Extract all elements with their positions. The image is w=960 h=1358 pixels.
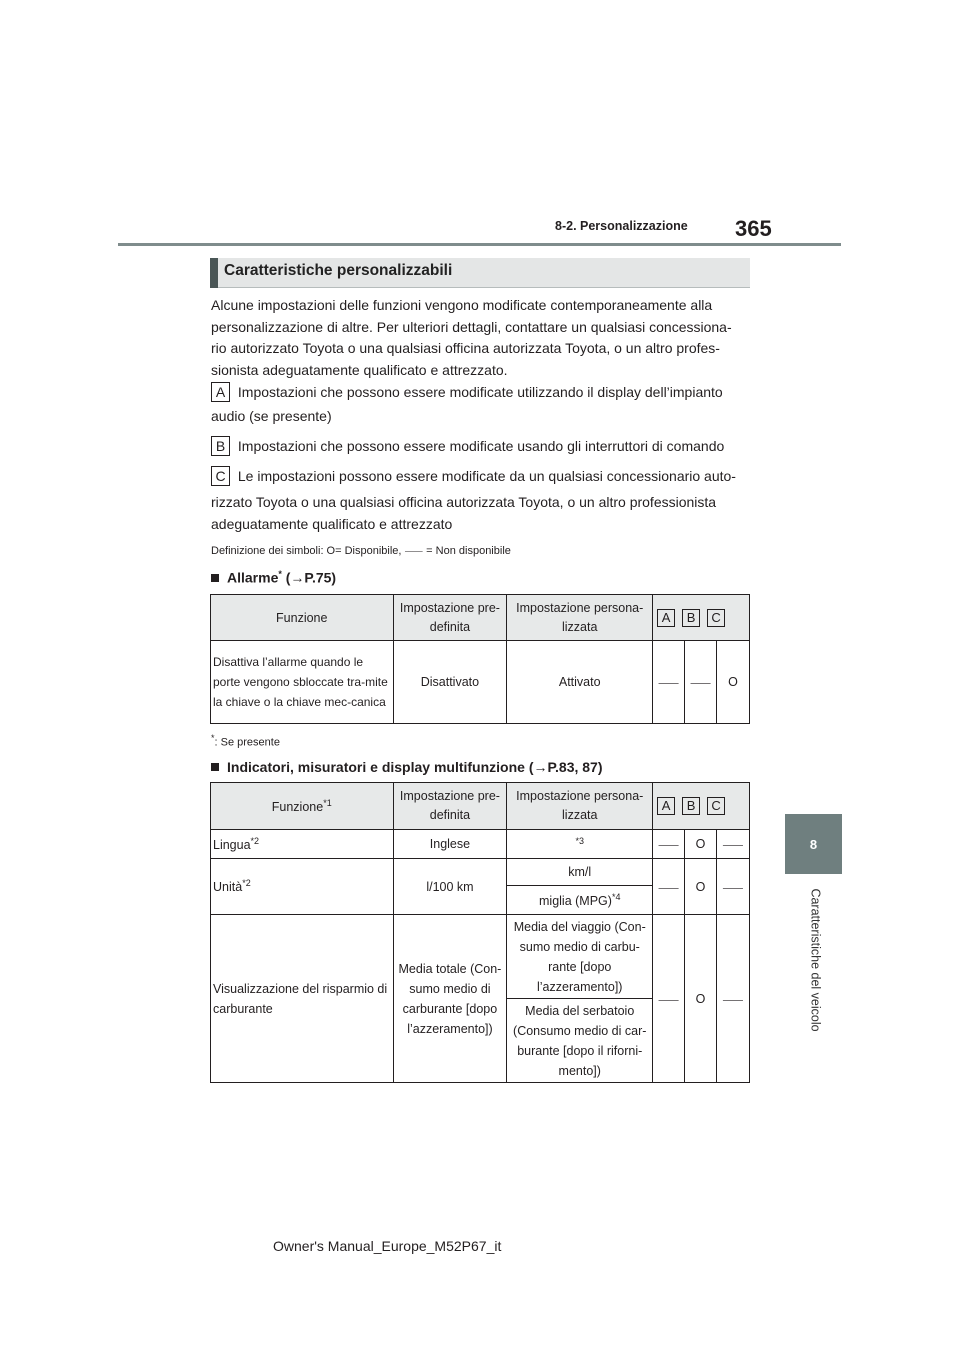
col-key-b: B (682, 797, 700, 815)
cell-custom-2-sup: *4 (611, 891, 621, 902)
cell-a: ⸺ (653, 830, 685, 859)
col-key-c: C (707, 797, 725, 815)
footer-manual-id: Owner's Manual_Europe_M52P67_it (273, 1238, 502, 1254)
cell-default: Disattivato (393, 641, 507, 724)
col-default: Impostazione pre-definita (393, 783, 507, 830)
section-alarm-title: Allarme (227, 569, 279, 586)
chapter-tab: 8 (785, 814, 842, 874)
cell-default: Inglese (393, 830, 507, 859)
col-function: Funzione (211, 595, 394, 641)
cell-a: ⸺ (653, 641, 685, 724)
cell-b: O (685, 830, 717, 859)
cell-default: Media totale (Con-sumo medio di carburante [dopo l’azzeramento]) (393, 915, 507, 1083)
section-alarm-ref: (→P.75) (281, 569, 337, 586)
col-custom: Impostazione persona-lizzata (507, 595, 653, 641)
key-a-badge: A (211, 382, 230, 402)
table-row (211, 915, 750, 999)
square-bullet-icon (211, 763, 219, 771)
section-alarm-sup: * (278, 569, 282, 579)
cell-custom-2: Media del serbatoio (Consumo medio di car-burante [dopo il riforni-mento]) (507, 999, 653, 1083)
chapter-title (806, 880, 826, 1040)
header-divider (118, 243, 841, 246)
intro-paragraph (211, 295, 751, 381)
col-default: Impostazione pre-definita (393, 595, 507, 641)
cell-function (211, 830, 394, 859)
table-header-row (211, 595, 750, 641)
cell-custom-1: Media del viaggio (Con-sumo medio di carbu-rante [dopo l’azzeramento]) (507, 915, 653, 999)
cell-function (211, 859, 394, 915)
cell-custom-sup: *3 (575, 835, 584, 846)
cell-custom (507, 830, 653, 859)
cell-default: l/100 km (393, 859, 507, 915)
section-display-heading (211, 759, 603, 775)
key-c-badge: C (211, 466, 230, 486)
cell-function-label: Unità (213, 880, 243, 895)
key-c-line3: adeguatamente qualificato e attrezzato (211, 516, 453, 532)
key-c-text: Le impostazioni possono essere modificate da un qualsiasi concessionario auto- (237, 468, 736, 484)
symbol-legend: Definizione dei simboli: O= Disponibile, ⸺ = Non disponibile (211, 545, 511, 557)
key-b-line1 (211, 436, 724, 456)
key-a-line2: audio (se presente) (211, 408, 332, 424)
cell-function-sup: *2 (242, 878, 251, 889)
section-alarm-heading (211, 569, 336, 586)
table-row (211, 859, 750, 886)
feature-box-accent (210, 258, 218, 288)
cell-c: ⸺ (716, 915, 749, 1083)
table-row (211, 830, 750, 859)
col-key-b: B (682, 609, 700, 627)
col-custom: Impostazione persona-lizzata (507, 783, 653, 830)
alarm-footnote (211, 733, 280, 749)
key-a-text: Impostazioni che possono essere modificate utilizzando il display dell’impianto (237, 384, 723, 400)
cell-custom: Attivato (507, 641, 653, 724)
key-b-text: Impostazioni che possono essere modificate usando gli interruttori di comando (237, 438, 725, 454)
footnote-text: : Se presente (214, 736, 280, 749)
cell-function-label: Lingua (213, 838, 251, 853)
cell-a: ⸺ (653, 915, 685, 1083)
key-c-line2: rizzato Toyota o una qualsiasi officina autorizzata Toyota, o un altro professionista (211, 494, 717, 510)
section-title: 8-2. Personalizzazione (555, 219, 688, 233)
col-key-a: A (657, 609, 675, 627)
section-display-title: Indicatori, misuratori e display multifunzione (227, 759, 525, 775)
cell-b: O (685, 859, 717, 915)
section-display-ref: (→P.83, 87) (524, 759, 603, 775)
intro-line: sionista adeguatamente qualificato e attrezzato. (211, 361, 508, 378)
cell-function: Disattiva l’allarme quando le porte vengono sbloccate tra-mite la chiave o la chiave mec-canica (211, 641, 394, 724)
key-a-line1 (211, 382, 723, 402)
chapter-title-text: Caratteristiche del veicolo (809, 888, 823, 1032)
cell-b: O (685, 915, 717, 1083)
cell-function-sup: *2 (250, 835, 260, 846)
table-header-row (211, 783, 750, 830)
col-keys (653, 595, 750, 641)
col-key-c: C (707, 609, 725, 627)
col-key-a: A (657, 797, 675, 815)
col-function (211, 783, 394, 830)
col-function-label: Funzione (271, 800, 324, 815)
alarm-table (210, 594, 750, 724)
feature-box-title: Caratteristiche personalizzabili (224, 262, 453, 279)
key-c-line1 (211, 466, 736, 486)
footnote-mark: * (211, 733, 215, 743)
cell-a: ⸺ (653, 859, 685, 915)
cell-custom-1: km/l (507, 859, 653, 886)
cell-function: Visualizzazione del risparmio di carburante (211, 915, 394, 1083)
cell-c: ⸺ (716, 830, 749, 859)
cell-c: O (717, 641, 750, 724)
intro-line: personalizzazione di altre. Per ulteriori dettagli, contattare un qualsiasi concessiona- (211, 318, 732, 335)
cell-custom-2-label: miglia (MPG) (539, 894, 612, 909)
display-table (210, 782, 750, 1083)
intro-line: Alcune impostazioni delle funzioni vengono modificate contemporaneamente alla (211, 297, 713, 313)
cell-b: ⸺ (685, 641, 717, 724)
col-function-sup: *1 (323, 797, 332, 808)
page-number: 365 (735, 216, 772, 241)
cell-c: ⸺ (716, 859, 749, 915)
square-bullet-icon (211, 574, 219, 582)
col-keys (653, 783, 750, 830)
intro-line: rio autorizzato Toyota o una qualsiasi officina autorizzata Toyota, o un altro profes- (211, 340, 720, 356)
table-row (211, 641, 750, 724)
key-b-badge: B (211, 436, 230, 456)
cell-custom-2 (507, 886, 653, 915)
